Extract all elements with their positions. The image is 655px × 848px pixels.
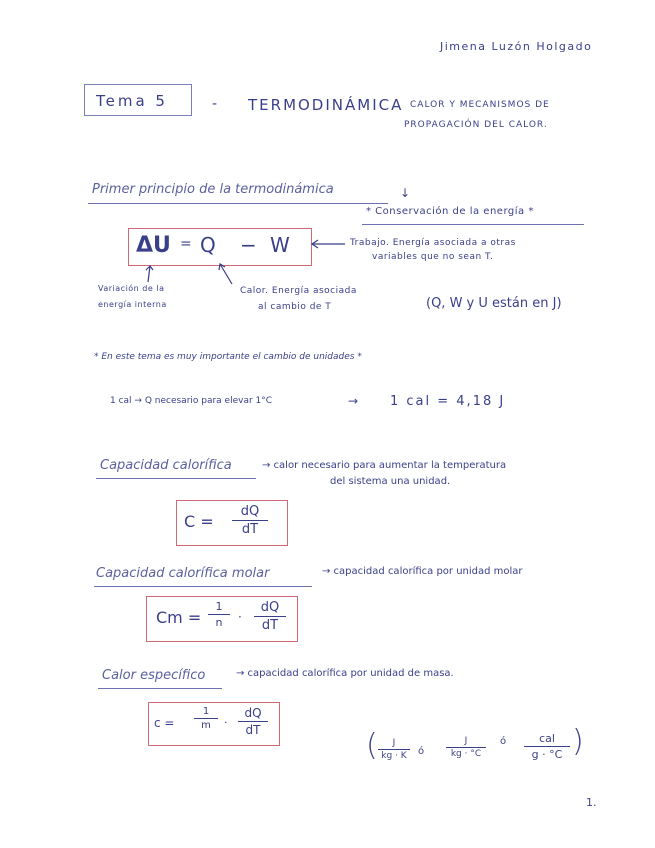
author-name: Jimena Luzón Holgado: [440, 40, 593, 53]
molar-denominator: dT: [261, 618, 279, 633]
molar-desc: → capacidad calorífica por unidad molar: [322, 566, 523, 577]
capacidad-desc-line2: del sistema una unidad.: [330, 476, 451, 487]
tema-label: Tema 5: [96, 92, 168, 110]
especifico-heading: Calor específico: [102, 668, 206, 683]
capacidad-numerator: dQ: [240, 504, 260, 519]
molar-lhs: Cm =: [156, 608, 202, 627]
cal-definition: 1 cal → Q necesario para elevar 1°C: [110, 396, 273, 406]
especifico-lhs: c =: [154, 716, 175, 730]
units-open-paren: (: [366, 728, 378, 763]
units-separator-2: ó: [500, 736, 507, 747]
unit3-numerator: cal: [539, 732, 555, 745]
cal-equivalence: 1 cal = 4,18 J: [390, 394, 506, 409]
units-separator-1: ó: [418, 746, 425, 757]
heat-label-line1: Calor. Energía asociada: [240, 286, 357, 296]
header-dash: -: [212, 96, 218, 112]
capacidad-denominator: dT: [241, 522, 259, 537]
molar-numerator: dQ: [260, 600, 280, 615]
heat-symbol: Q: [200, 233, 216, 257]
page-title: TERMODINÁMICA: [248, 96, 404, 114]
unit-j-kg-k: [378, 738, 410, 761]
minus-symbol: −: [240, 233, 257, 257]
unit2-denominator: kg · °C: [450, 749, 482, 759]
work-symbol: W: [270, 233, 290, 257]
unit-cal-g-c: [524, 732, 570, 761]
especifico-dq-dt: [238, 706, 268, 737]
unit2-numerator: J: [464, 736, 468, 746]
especifico-denominator: dT: [245, 723, 261, 737]
first-law-equals: =: [180, 236, 192, 252]
units-close-paren: ): [572, 724, 584, 759]
molar-dq-dt: [254, 600, 286, 633]
unit3-denominator: g · °C: [531, 748, 563, 761]
heat-label-line2: al cambio de T: [258, 302, 332, 312]
unit1-denominator: kg · K: [381, 751, 407, 761]
especifico-one: 1: [202, 706, 210, 717]
molar-one-over-n: [208, 600, 230, 629]
especifico-desc: → capacidad calorífica por unidad de masa.: [236, 668, 454, 679]
subtitle-line1: CALOR Y MECANISMOS DE: [410, 100, 550, 110]
delta-u-label-line1: Variación de la: [98, 284, 165, 293]
conservation-note: * Conservación de la energía *: [366, 206, 534, 217]
especifico-numerator: dQ: [244, 706, 262, 720]
especifico-underline: [98, 688, 222, 689]
page-number: 1.: [586, 796, 597, 809]
especifico-one-over-m: [194, 706, 218, 731]
delta-u-label-line2: energía interna: [98, 300, 167, 309]
capacidad-lhs: C =: [184, 512, 214, 531]
right-arrow-icon: →: [348, 394, 359, 408]
units-note: (Q, W y U están en J): [426, 296, 562, 311]
units-importance-note: * En este tema es muy importante el cambio de unidades *: [94, 352, 362, 362]
primer-principio-heading: Primer principio de la termodinámica: [92, 182, 334, 197]
molar-underline: [94, 586, 312, 587]
molar-heading: Capacidad calorífica molar: [96, 566, 270, 581]
especifico-dot: ·: [224, 716, 228, 729]
delta-u-symbol: ΔU: [136, 233, 171, 258]
work-label-line1: Trabajo. Energía asociada a otras: [350, 238, 516, 248]
capacidad-underline: [96, 478, 256, 479]
especifico-m: m: [201, 720, 211, 731]
subtitle-line2: PROPAGACIÓN DEL CALOR.: [404, 120, 548, 130]
capacidad-desc-line1: → calor necesario para aumentar la temperatura: [262, 460, 507, 471]
unit-j-kg-c: [446, 736, 486, 759]
molar-n: n: [215, 616, 223, 629]
capacidad-heading: Capacidad calorífica: [100, 458, 232, 473]
unit1-numerator: J: [392, 738, 396, 748]
molar-dot: ·: [238, 610, 242, 624]
molar-one: 1: [215, 600, 223, 613]
capacidad-fraction: [232, 504, 268, 537]
down-arrow-icon: ↓: [400, 186, 411, 200]
work-label-line2: variables que no sean T.: [372, 252, 494, 262]
